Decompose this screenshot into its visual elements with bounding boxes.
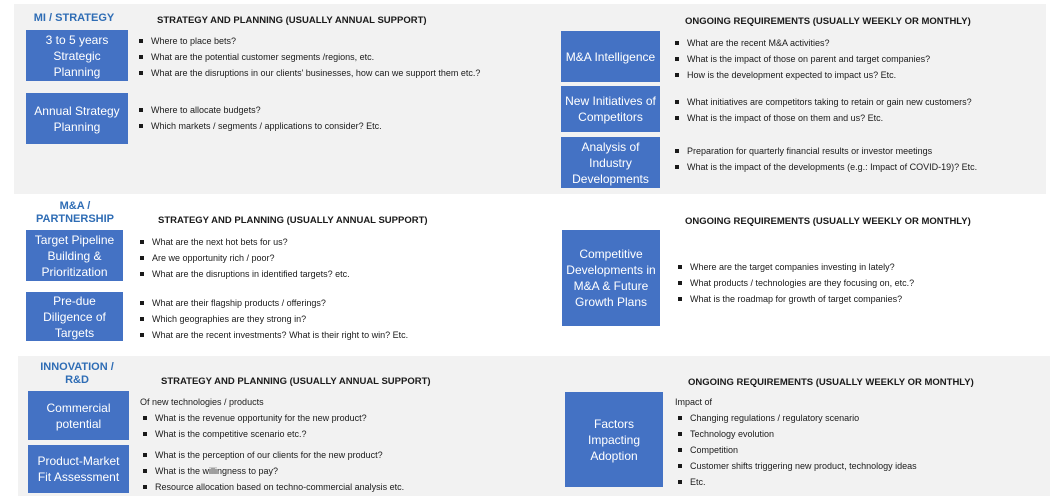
ma-partnership-title: M&A / PARTNERSHIP — [35, 200, 115, 225]
bullet: What is the perception of our clients for the new product? — [140, 447, 540, 463]
bullet: Preparation for quarterly financial results or investor meetings — [672, 143, 1042, 159]
bullet: Where are the target companies investing in lately? — [675, 259, 1045, 275]
ma-partnership-ongoing-header: ONGOING REQUIREMENTS (USUALLY WEEKLY OR MONTHLY) — [685, 216, 971, 227]
commercial-potential-box: Commercial potential — [28, 391, 129, 440]
ma-intelligence-box: M&A Intelligence — [561, 31, 660, 82]
target-pipeline-bullets — [137, 234, 537, 282]
bullet: Where to allocate budgets? — [136, 102, 486, 118]
innovation-ongoing-header: ONGOING REQUIREMENTS (USUALLY WEEKLY OR MONTHLY) — [688, 377, 974, 388]
new-initiatives-box: New Initiatives of Competitors — [561, 86, 660, 132]
ma-partnership-strategy-header: STRATEGY AND PLANNING (USUALLY ANNUAL SUPPORT) — [158, 215, 428, 226]
factors-adoption-box: Factors Impacting Adoption — [565, 392, 663, 487]
innovation-title: INNOVATION / R&D — [40, 361, 114, 386]
bullet: What are the next hot bets for us? — [137, 234, 537, 250]
factors-adoption-bullets — [675, 410, 1045, 490]
bullet: What is the impact of those on parent and target companies? — [672, 51, 1042, 67]
ma-intelligence-bullets — [672, 35, 1042, 83]
mi-strategy-strategy-header: STRATEGY AND PLANNING (USUALLY ANNUAL SUPPORT) — [157, 15, 427, 26]
bullet: Etc. — [675, 474, 1045, 490]
industry-developments-bullets — [672, 143, 1042, 175]
annual-strategy-bullets — [136, 102, 486, 134]
bullet: Which markets / segments / applications to consider? Etc. — [136, 118, 486, 134]
competitive-developments-bullets — [675, 259, 1045, 307]
bullet: Are we opportunity rich / poor? — [137, 250, 537, 266]
bullet: Customer shifts triggering new product, technology ideas — [675, 458, 1045, 474]
mi-strategy-ongoing-header: ONGOING REQUIREMENTS (USUALLY WEEKLY OR MONTHLY) — [685, 16, 971, 27]
bullet: Where to place bets? — [136, 33, 486, 49]
innovation-strategy-header: STRATEGY AND PLANNING (USUALLY ANNUAL SUPPORT) — [161, 376, 431, 387]
bullet: How is the development expected to impact us? Etc. — [672, 67, 1042, 83]
strategic-planning-bullets — [136, 33, 486, 79]
bullet: What is the willingness to pay? — [140, 463, 540, 479]
bullet: What are the potential customer segments /regions, etc. — [136, 49, 486, 65]
strategic-planning-box: 3 to 5 years Strategic Planning — [26, 30, 128, 81]
bullet: Technology evolution — [675, 426, 1045, 442]
bullet: What is the revenue opportunity for the new product? — [140, 410, 540, 426]
pre-due-diligence-bullets — [137, 295, 537, 343]
competitive-developments-box: Competitive Developments in M&A & Future Growth Plans — [562, 230, 660, 326]
bullet: Competition — [675, 442, 1045, 458]
bullet: What is the roadmap for growth of target companies? — [675, 291, 1045, 307]
bullet: Which geographies are they strong in? — [137, 311, 537, 327]
target-pipeline-box: Target Pipeline Building & Prioritization — [26, 230, 123, 281]
commercial-potential-bullets — [140, 410, 540, 442]
bullet: What initiatives are competitors taking to retain or gain new customers? — [672, 94, 1042, 110]
bullet: What is the competitive scenario etc.? — [140, 426, 540, 442]
bullet: What are the recent M&A activities? — [672, 35, 1042, 51]
bullet: What products / technologies are they focusing on, etc.? — [675, 275, 1045, 291]
mi-strategy-title: MI / STRATEGY — [33, 12, 115, 24]
innovation-left-intro: Of new technologies / products — [140, 397, 264, 407]
innovation-right-intro: Impact of — [675, 397, 713, 407]
bullet: What are the recent investments? What is their right to win? Etc. — [137, 327, 537, 343]
bullet: What is the impact of the developments (e.g.: Impact of COVID-19)? Etc. — [672, 159, 1042, 175]
product-market-fit-box: Product-Market Fit Assessment — [28, 445, 129, 493]
industry-developments-box: Analysis of Industry Developments — [561, 137, 660, 188]
bullet: What are the disruptions in identified targets? etc. — [137, 266, 537, 282]
annual-strategy-box: Annual Strategy Planning — [26, 93, 128, 144]
bullet: What are the disruptions in our clients' businesses, how can we support them etc.? — [136, 65, 486, 79]
bullet: What is the impact of those on them and us? Etc. — [672, 110, 1042, 126]
bullet: Changing regulations / regulatory scenario — [675, 410, 1045, 426]
new-initiatives-bullets — [672, 94, 1042, 126]
product-market-fit-bullets — [140, 447, 540, 495]
bullet: What are their flagship products / offerings? — [137, 295, 537, 311]
pre-due-diligence-box: Pre-due Diligence of Targets — [26, 292, 123, 341]
bullet: Resource allocation based on techno-commercial analysis etc. — [140, 479, 540, 495]
